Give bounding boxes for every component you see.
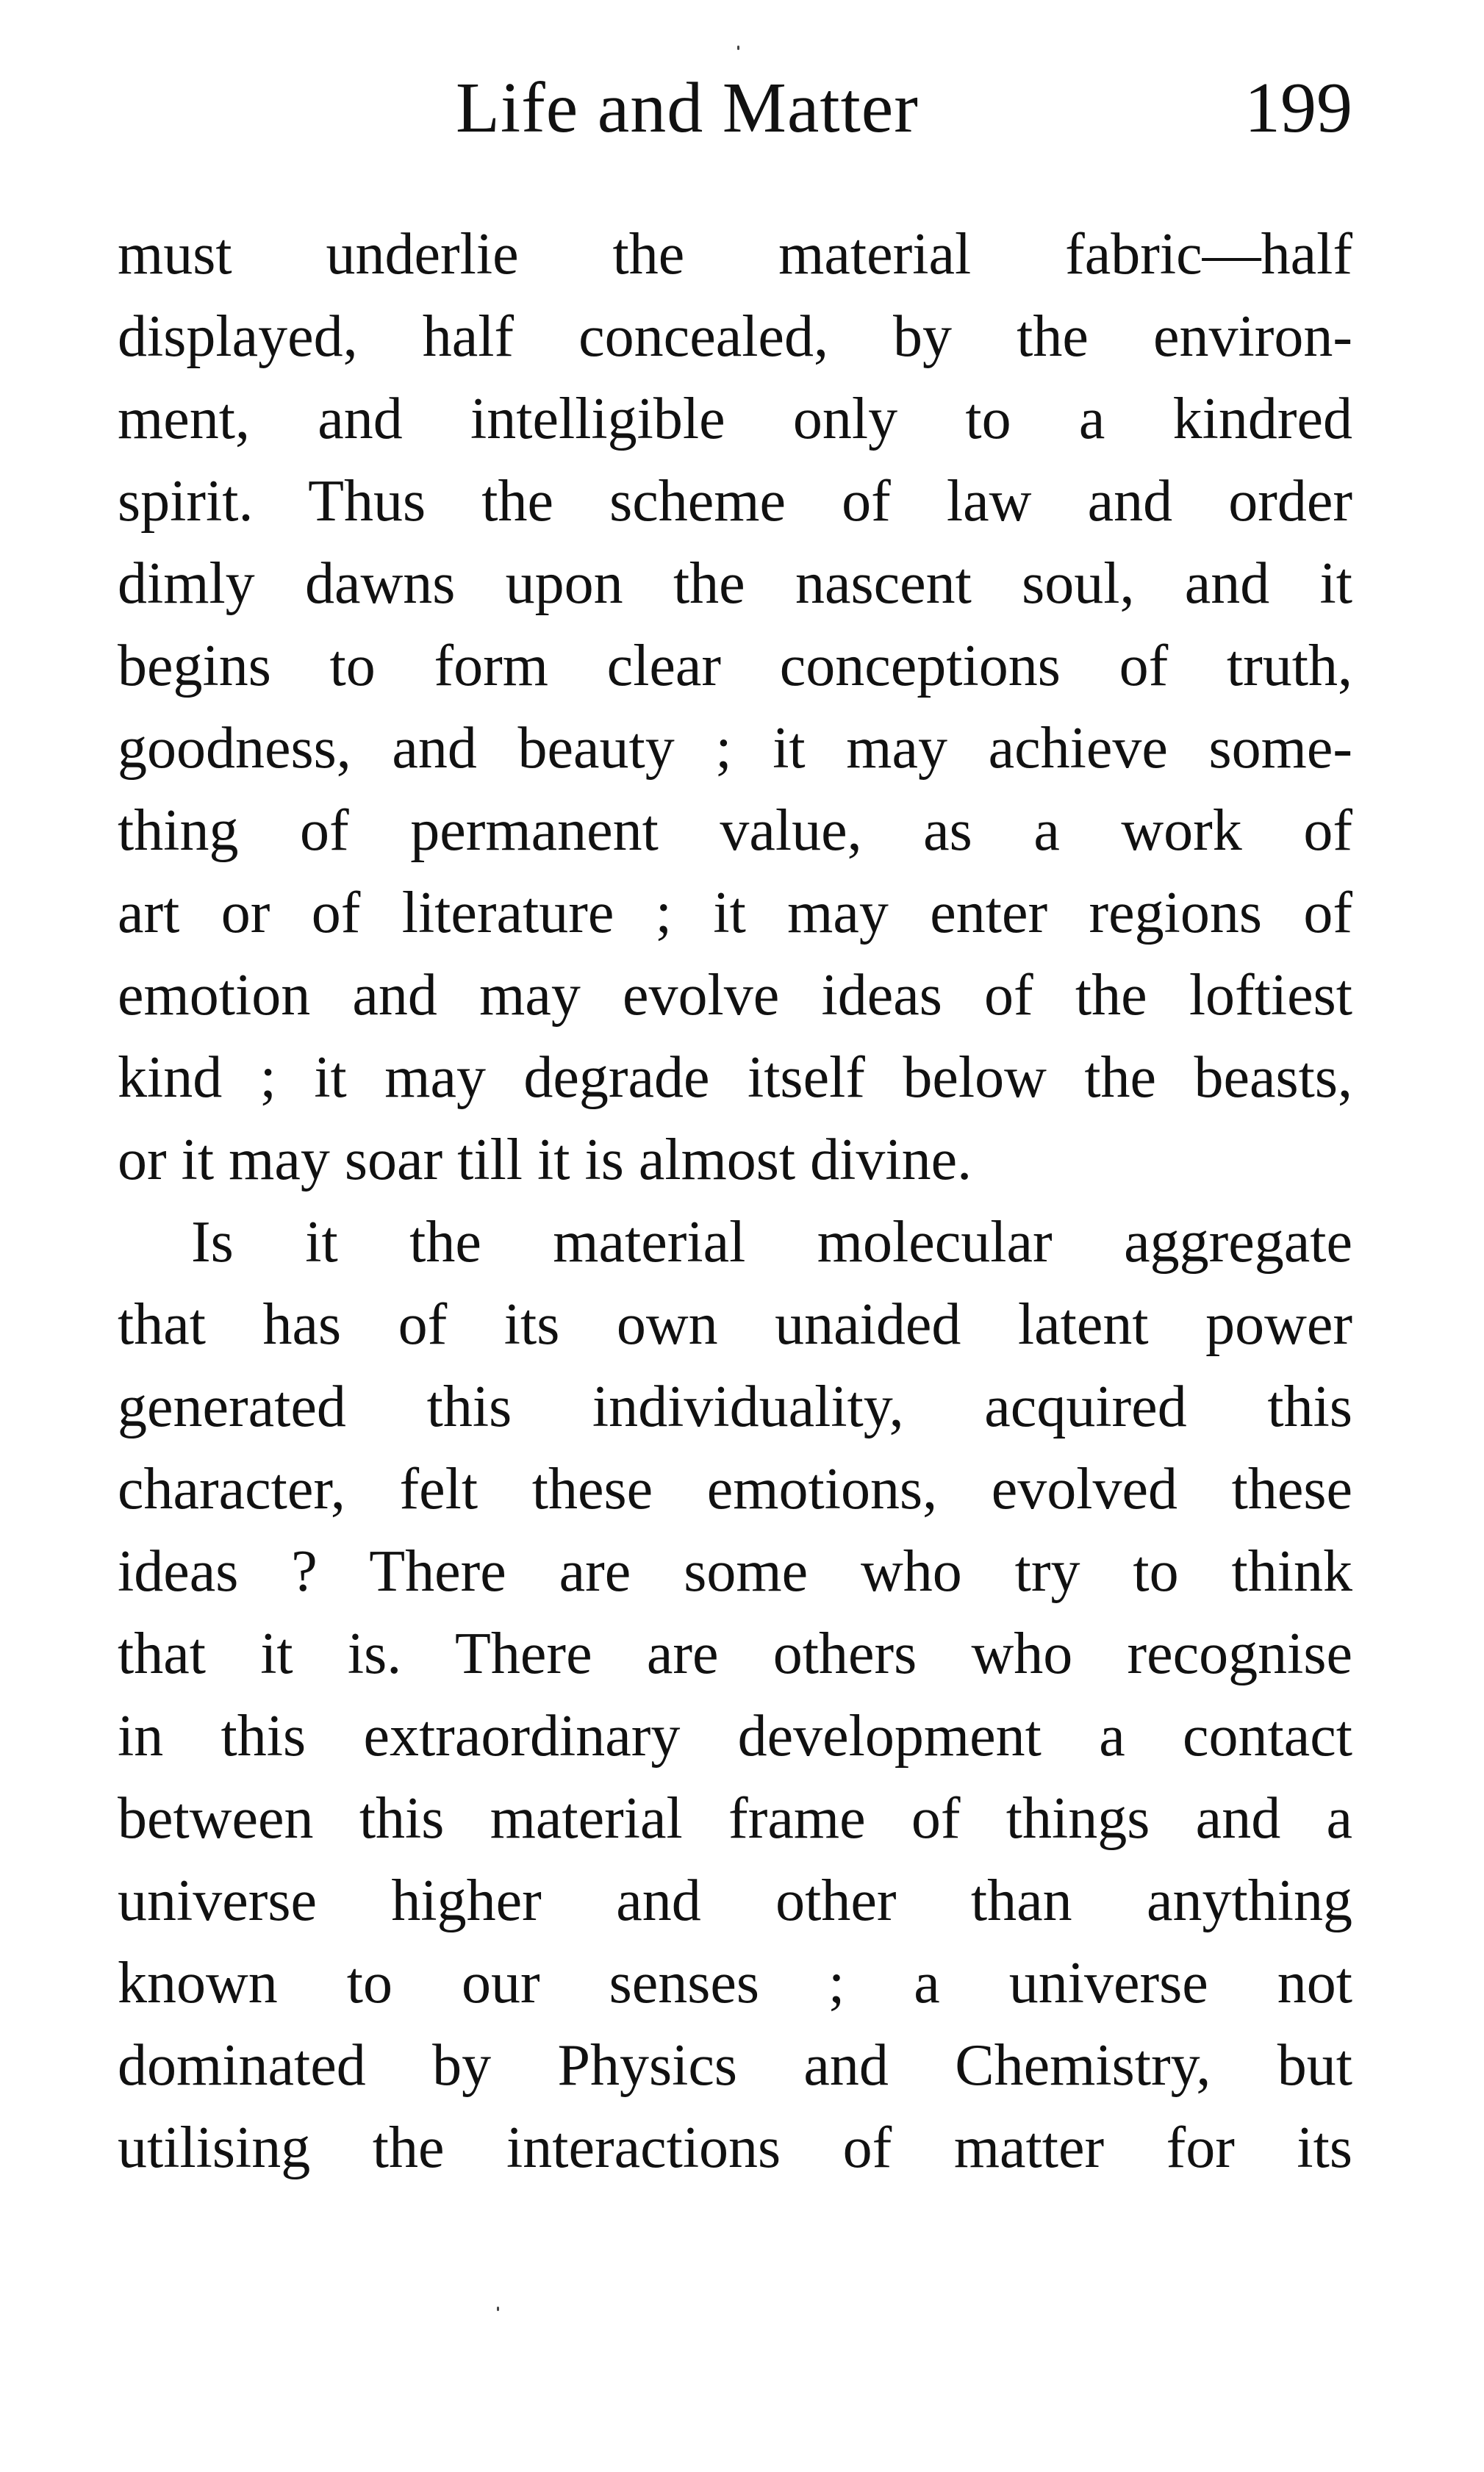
paper-speck bbox=[737, 46, 739, 50]
text-line: thing of permanent value, as a work of bbox=[118, 798, 1352, 863]
text-line: generated this individuality, acquired this bbox=[118, 1375, 1352, 1439]
text-line: universe higher and other than anything bbox=[118, 1869, 1352, 1933]
page-header bbox=[118, 68, 1352, 148]
text-line: that has of its own unaided latent power bbox=[118, 1292, 1352, 1357]
text-line: known to our senses ; a universe not bbox=[118, 1951, 1352, 2016]
text-line: displayed, half concealed, by the environ- bbox=[118, 304, 1352, 369]
text-line: ideas ? There are some who try to think bbox=[118, 1539, 1352, 1604]
text-line: ment, and intelligible only to a kindred bbox=[118, 387, 1352, 451]
text-line: spirit. Thus the scheme of law and order bbox=[118, 469, 1352, 534]
page-number: 199 bbox=[1244, 68, 1352, 148]
text-line: between this material frame of things and a bbox=[118, 1786, 1352, 1851]
text-line: begins to form clear conceptions of truth, bbox=[118, 634, 1352, 698]
text-line: utilising the interactions of matter for its bbox=[118, 2115, 1352, 2180]
body-text bbox=[118, 213, 1352, 2189]
text-line: goodness, and beauty ; it may achieve some- bbox=[118, 716, 1352, 781]
text-line: emotion and may evolve ideas of the loftiest bbox=[118, 963, 1352, 1028]
text-line: must underlie the material fabric—half bbox=[118, 222, 1352, 287]
text-line: in this extraordinary development a contact bbox=[118, 1704, 1352, 1769]
text-line: kind ; it may degrade itself below the beasts, bbox=[118, 1045, 1352, 1110]
text-line: character, felt these emotions, evolved these bbox=[118, 1457, 1352, 1522]
paper-speck bbox=[497, 2307, 499, 2311]
text-line: that it is. There are others who recognise bbox=[118, 1622, 1352, 1686]
text-line: art or of literature ; it may enter regions of bbox=[118, 881, 1352, 945]
running-title: Life and Matter bbox=[456, 68, 919, 148]
text-line: Is it the material molecular aggregate bbox=[191, 1210, 1352, 1275]
text-line: dimly dawns upon the nascent soul, and it bbox=[118, 551, 1352, 616]
text-line: dominated by Physics and Chemistry, but bbox=[118, 2033, 1352, 2098]
text-line: or it may soar till it is almost divine. bbox=[118, 1128, 972, 1192]
